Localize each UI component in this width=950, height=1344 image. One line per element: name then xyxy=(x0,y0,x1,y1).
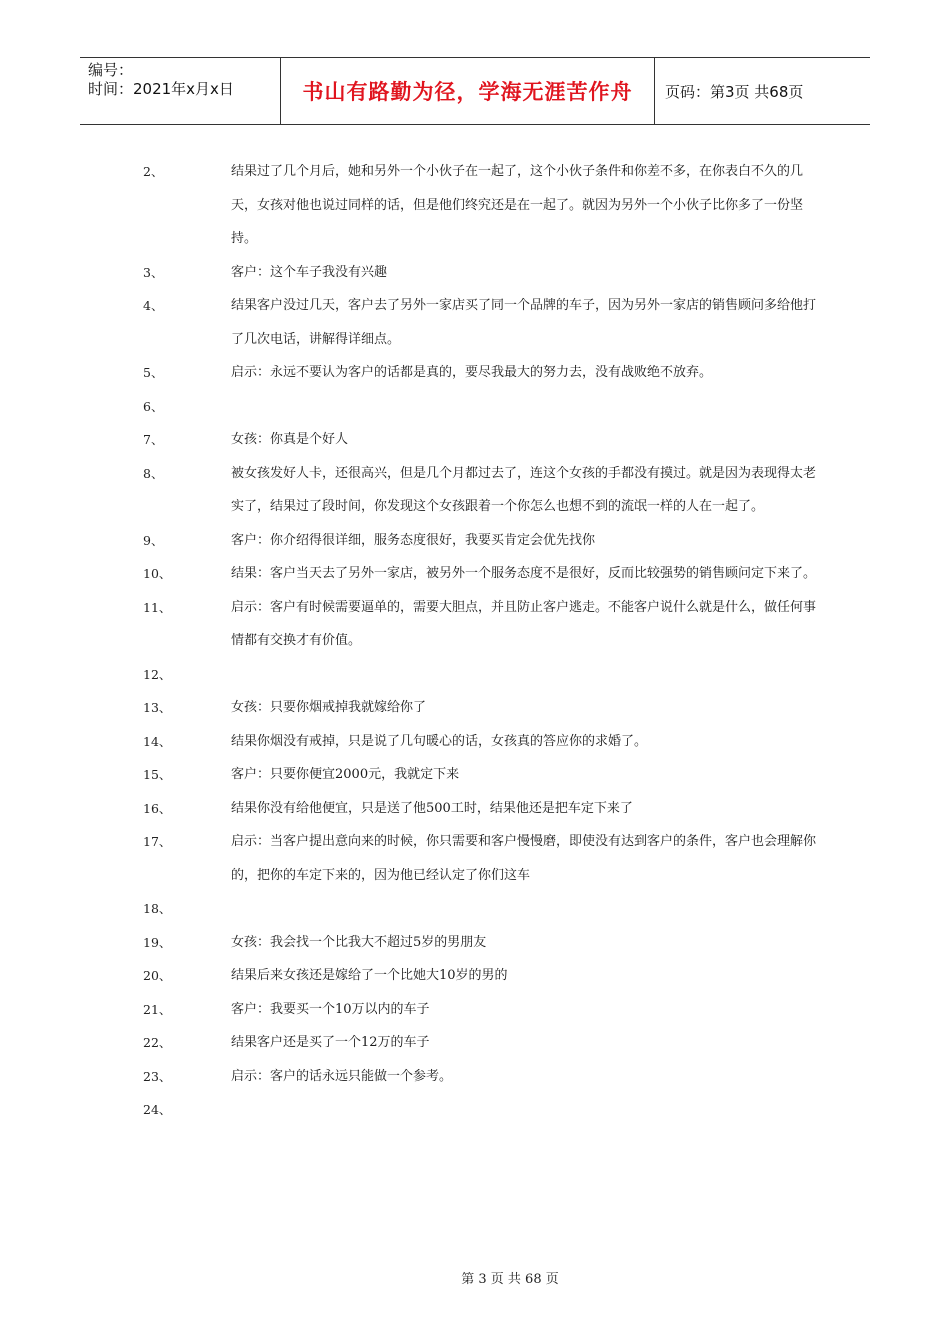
item-text: 结果你没有给他便宜，只是送了他500工时，结果他还是把车定下来了 xyxy=(231,800,633,816)
list-item xyxy=(143,1026,823,1060)
list-item xyxy=(143,1093,823,1127)
item-number: 15、 xyxy=(143,767,172,782)
item-number: 9、 xyxy=(143,532,164,548)
item-number: 20、 xyxy=(143,968,172,983)
document-time-label: 时间：2021年x月x日 xyxy=(88,80,234,98)
item-number: 23、 xyxy=(143,1068,172,1084)
item-number: 11、 xyxy=(143,599,172,615)
item-text: 结果：客户当天去了另外一家店，被另外一个服务态度不是很好，反而比较强势的销售顾问定下来了。 xyxy=(231,566,817,581)
item-text xyxy=(231,390,819,424)
item-number: 12、 xyxy=(143,666,172,682)
list-item xyxy=(143,155,823,256)
list-item xyxy=(143,591,823,658)
list-item xyxy=(143,457,823,524)
list-item xyxy=(143,524,823,558)
item-text: 启示：客户有时候需要逼单的，需要大胆点，并且防止客户逃走。不能客户说什么就是什么，做任何事情都有交换才有价值。 xyxy=(231,599,817,648)
list-item xyxy=(143,691,823,725)
list-item xyxy=(143,892,823,926)
document-number-label: 编号： xyxy=(88,61,134,79)
list-item xyxy=(143,423,823,457)
list-item xyxy=(143,825,823,892)
item-number: 8、 xyxy=(143,465,164,481)
item-number: 13、 xyxy=(143,700,172,715)
header-motto: 书山有路勤为径，学海无涯苦作舟 xyxy=(281,58,655,124)
item-text: 结果客户没过几天，客户去了另外一家店买了同一个品牌的车子，因为另外一家店的销售顾问多给他打了几次电话，讲解得详细点。 xyxy=(231,298,817,347)
item-number: 21、 xyxy=(143,1001,172,1017)
document-body xyxy=(143,155,823,1127)
item-text: 女孩：只要你烟戒掉我就嫁给你了 xyxy=(231,700,427,715)
item-number: 18、 xyxy=(143,901,172,916)
header-meta xyxy=(80,58,281,124)
list-item xyxy=(143,959,823,993)
list-item xyxy=(143,993,823,1027)
item-text: 女孩：你真是个好人 xyxy=(231,432,349,447)
item-number: 16、 xyxy=(143,800,172,816)
list-item xyxy=(143,658,823,692)
list-item xyxy=(143,758,823,792)
list-item xyxy=(143,289,823,356)
item-text: 客户：这个车子我没有兴趣 xyxy=(231,264,388,280)
item-text: 客户：你介绍得很详细，服务态度很好，我要买肯定会优先找你 xyxy=(231,532,596,548)
item-text xyxy=(231,658,819,692)
item-text: 启示：当客户提出意向来的时候，你只需要和客户慢慢磨，即使没有达到客户的条件，客户也会理解你的，把你的车定下来的，因为他已经认定了你们这车 xyxy=(231,834,817,883)
list-item xyxy=(143,256,823,290)
item-text: 结果过了几个月后，她和另外一个小伙子在一起了，这个小伙子条件和你差不多，在你表白不久的几天，女孩对他也说过同样的话，但是他们终究还是在一起了。就因为另外一个小伙子比你多了一份坚持。 xyxy=(231,164,804,246)
item-number: 17、 xyxy=(143,834,172,849)
item-text: 被女孩发好人卡，还很高兴，但是几个月都过去了，连这个女孩的手都没有摸过。就是因为表现得太老实了，结果过了段时间，你发现这个女孩跟着一个你怎么也想不到的流氓一样的人在一起了。 xyxy=(231,465,817,514)
item-number: 7、 xyxy=(143,432,164,447)
item-text: 启示：永远不要认为客户的话都是真的，要尽我最大的努力去，没有战败绝不放弃。 xyxy=(231,365,713,380)
item-number: 3、 xyxy=(143,264,164,280)
item-number: 5、 xyxy=(143,365,164,380)
page-header xyxy=(80,57,870,125)
item-text: 客户：只要你便宜2000元，我就定下来 xyxy=(231,767,460,782)
item-number: 14、 xyxy=(143,733,172,749)
list-item xyxy=(143,356,823,390)
item-text: 结果后来女孩还是嫁给了一个比她大10岁的男的 xyxy=(231,968,508,983)
list-item xyxy=(143,390,823,424)
list-item xyxy=(143,1060,823,1094)
list-item xyxy=(143,926,823,960)
item-number: 24、 xyxy=(143,1102,172,1117)
item-text xyxy=(231,1093,819,1127)
page-footer: 第 3 页 共 68 页 xyxy=(461,1272,559,1287)
item-text xyxy=(231,892,819,926)
item-text: 结果你烟没有戒掉，只是说了几句暖心的话，女孩真的答应你的求婚了。 xyxy=(231,733,648,749)
list-item xyxy=(143,557,823,591)
item-text: 启示：客户的话永远只能做一个参考。 xyxy=(231,1068,453,1084)
item-number: 22、 xyxy=(143,1035,172,1050)
list-item xyxy=(143,725,823,759)
item-number: 2、 xyxy=(143,164,164,179)
item-text: 客户：我要买一个10万以内的车子 xyxy=(231,1001,430,1017)
item-number: 19、 xyxy=(143,934,172,950)
list-item xyxy=(143,792,823,826)
item-number: 6、 xyxy=(143,398,164,414)
item-text: 结果客户还是买了一个12万的车子 xyxy=(231,1035,430,1050)
header-page-info: 页码：第3页 共68页 xyxy=(665,82,804,101)
item-number: 10、 xyxy=(143,566,172,581)
item-number: 4、 xyxy=(143,298,164,313)
item-text: 女孩：我会找一个比我大不超过5岁的男朋友 xyxy=(231,934,487,950)
